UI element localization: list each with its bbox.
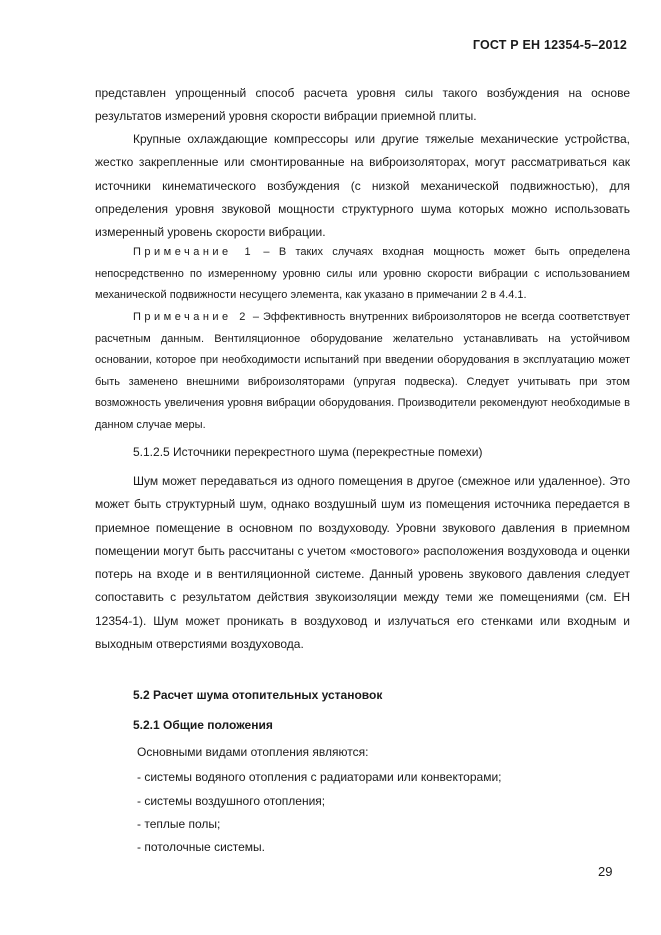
section-heading-5-2-1: 5.2.1 Общие положения <box>133 718 273 732</box>
list-item: - потолочные системы. <box>137 840 266 854</box>
note-2 <box>95 307 630 437</box>
standard-header: ГОСТ Р ЕН 12354-5–2012 <box>472 38 627 52</box>
note-1-text: – В таких случаях входная мощность может быть определена непосредственно по измеренному уровню силы или уровню скорости вибрации с использованием механической подвижности несущего элемента, как указано в примечании 2 в 4.4.1. <box>95 246 630 302</box>
note-1-label: Примечание 1 <box>133 246 255 258</box>
paragraph-continuation: представлен упрощенный способ расчета уровня силы такого возбуждения на основе результатов измерений уровня скорости вибрации приемной плиты. <box>95 86 630 124</box>
page-number: 29 <box>598 864 613 879</box>
list-intro: Основными видами отопления являются: <box>137 745 369 759</box>
list-item: - системы водяного отопления с радиаторами или конвекторами; <box>137 770 502 784</box>
section-heading-5-2: 5.2 Расчет шума отопительных установок <box>133 688 383 702</box>
paragraph-crosstalk: Шум может передаваться из одного помещения в другое (смежное или удаленное). Это может быть структурный шум, однако воздушный шум из помещения источника передается в приемное помещение в основном по воздуховоду. Уровни звукового давления в приемном помещении могут быть рассчитаны с учетом «мостового» расположения воздуховода и оценки потерь на входе и в вентиляционной системе. Данный уровень звукового давления следует сопоставить с результатом действия звукоизоляции между теми же помещениями (см. ЕН 12354-1). Шум может проникать в воздуховод и излучаться его стенками или входным и выходным отверстиями воздуховода. <box>95 474 630 652</box>
note-1 <box>95 242 630 307</box>
note-2-label: Примечание 2 <box>133 311 249 323</box>
list-item: - системы воздушного отопления; <box>137 794 326 808</box>
subsection-heading: 5.1.2.5 Источники перекрестного шума (перекрестные помехи) <box>133 445 483 459</box>
note-2-text: – Эффективность внутренних виброизоляторов не всегда соответствует расчетным данным. Вентиляционное оборудование желательно устанавливать на устойчивом основании, которое при необходимости испытаний при введении оборудования в эксплуатацию может быть заменено внешними виброизоляторами (упругая подвеска). Следует учитывать при этом возможность увеличения уровня вибрации оборудования. Производители рекомендуют необходимые в данном случае меры. <box>95 311 630 431</box>
paragraph-compressors: Крупные охлаждающие компрессоры или другие тяжелые механические устройства, жестко закрепленные или смонтированные на виброизоляторах, могут рассматриваться как источники кинематического возбуждения (с низкой механической подвижностью), для определения уровня звуковой мощности структурного шума которых можно использовать измеренный уровень скорости вибрации. <box>95 132 630 240</box>
list-item: - теплые полы; <box>137 817 221 831</box>
